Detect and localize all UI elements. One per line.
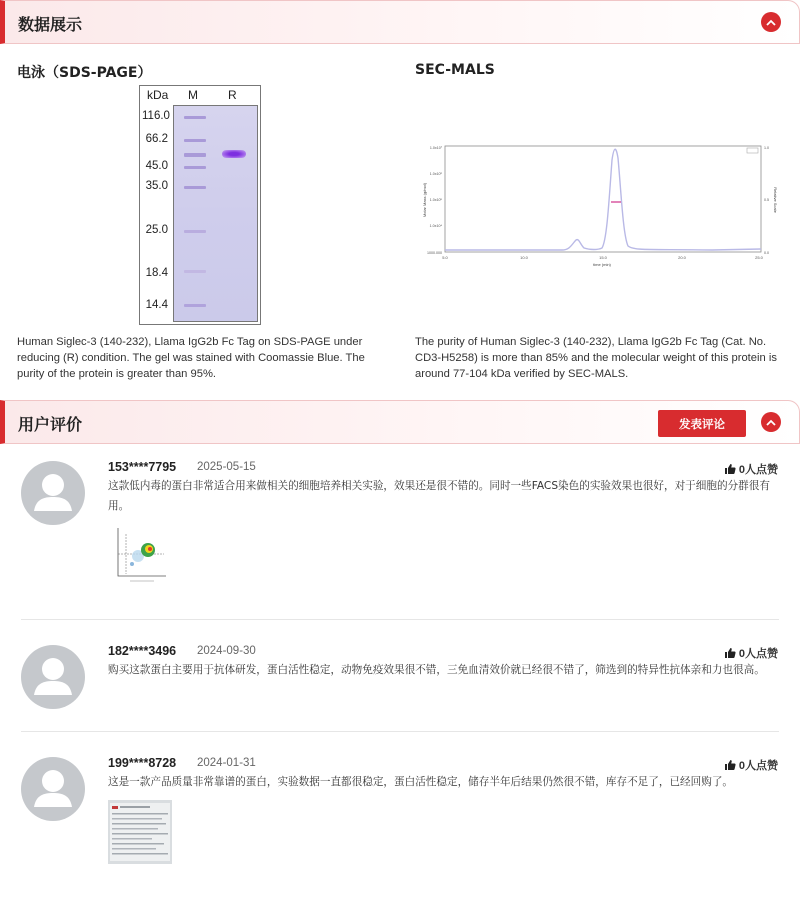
x-tick-label: 5.0 — [442, 255, 448, 260]
user-icon — [21, 461, 85, 525]
y-axis-title: Molar Mass (g/mol) — [422, 182, 427, 218]
marker-label: 18.4 — [145, 267, 168, 279]
thumbs-up-icon — [724, 759, 736, 771]
review-item — [0, 452, 800, 622]
ladder-band — [184, 153, 206, 157]
like-button[interactable] — [724, 461, 778, 477]
marker-label: 45.0 — [145, 160, 168, 172]
thumbs-up-icon — [724, 463, 736, 475]
likes-count: 0人点赞 — [738, 648, 778, 660]
lane-header-reduced: R — [228, 88, 237, 102]
chevron-up-icon — [766, 19, 776, 26]
y2-tick-label: 0.5 — [764, 198, 769, 202]
ladder-band — [184, 270, 206, 273]
x-tick-label: 25.0 — [755, 255, 763, 260]
data-section-header — [0, 0, 800, 44]
y2-axis-title: Relative Scale — [773, 187, 778, 213]
avatar — [21, 461, 85, 525]
y-tick-label: 1000.000 — [427, 251, 442, 255]
reviewer-id: 199****8728 — [108, 756, 177, 770]
ladder-band — [184, 116, 206, 119]
collapse-reviews-button[interactable] — [761, 412, 781, 432]
y-tick-label: 1.0x10⁴ — [429, 224, 442, 228]
like-button[interactable] — [724, 757, 778, 773]
ladder-band — [184, 166, 206, 169]
section-title: 用户评价 — [18, 415, 83, 434]
ladder-band — [184, 186, 206, 189]
section-title: 数据展示 — [18, 15, 83, 34]
likes-count: 0人点赞 — [738, 760, 778, 772]
reviewer-id: 153****7795 — [108, 460, 177, 474]
review-attachment-image[interactable] — [108, 524, 168, 586]
post-review-button[interactable]: 发表评论 — [658, 410, 746, 437]
x-tick-label: 15.0 — [599, 255, 607, 260]
marker-label: 14.4 — [145, 299, 168, 311]
review-item — [0, 636, 800, 731]
review-text: 这款低内毒的蛋白非常适合用来做相关的细胞培养相关实验，效果还是很不错的。同时一些FACS染色的实验效果也很好，对于细胞的分群很有用。 — [108, 480, 770, 512]
y-tick-label: 1.0x10⁷ — [429, 146, 442, 150]
review-text: 购买这款蛋白主要用于抗体研发，蛋白活性稳定，动物免疫效果很不错，三免血清效价就已经很不错了，筛选到的特异性抗体亲和力也很高。 — [108, 664, 765, 676]
lane-header-marker: M — [188, 88, 198, 102]
chevron-up-icon — [766, 419, 776, 426]
y-tick-label: 1.0x10⁶ — [429, 172, 442, 176]
gel-lanes — [173, 105, 258, 322]
sds-page-title: 电泳（SDS-PAGE） — [17, 65, 152, 81]
review-attachment-image[interactable] — [108, 800, 172, 864]
review-date: 2024-01-31 — [197, 757, 256, 769]
sec-mals-chart — [412, 140, 782, 270]
review-divider — [21, 731, 779, 732]
marker-label: 116.0 — [142, 110, 170, 122]
lane-header-kda: kDa — [147, 88, 169, 102]
marker-label: 66.2 — [145, 133, 168, 145]
review-divider — [21, 619, 779, 620]
review-date: 2025-05-15 — [197, 461, 256, 473]
thumbs-up-icon — [724, 647, 736, 659]
sds-caption: Human Siglec-3 (140-232), Llama IgG2b Fc Tag on SDS-PAGE under reducing (R) condition. The gel was stained with Coomassie Blue. The purity of the protein is greater than 95%. — [17, 336, 365, 380]
y-tick-label: 1.0x10⁵ — [429, 198, 442, 202]
ladder-band — [184, 304, 206, 307]
review-text: 这是一款产品质量非常靠谱的蛋白，实验数据一直都很稳定，蛋白活性稳定，储存半年后结果仍然很不错，库存不足了，已经回购了。 — [108, 776, 734, 788]
like-button[interactable] — [724, 645, 778, 661]
x-tick-label: 20.0 — [678, 255, 686, 260]
x-axis-title: time (min) — [593, 262, 611, 267]
user-icon — [21, 757, 85, 821]
ladder-band — [184, 139, 206, 142]
review-date: 2024-09-30 — [197, 645, 256, 657]
marker-label: 25.0 — [145, 224, 168, 236]
reviews-section-header — [0, 400, 800, 444]
likes-count: 0人点赞 — [738, 464, 778, 476]
y2-tick-label: 1.0 — [764, 146, 769, 150]
avatar — [21, 757, 85, 821]
y2-tick-label: 0.0 — [764, 251, 769, 255]
ladder-band — [184, 230, 206, 233]
review-item — [0, 748, 800, 898]
sec-mals-caption: The purity of Human Siglec-3 (140-232), Llama IgG2b Fc Tag (Cat. No. CD3-H5258) is more than 85% and the molecular weight of this protein is around 77-104 kDa verified by SEC-MALS. — [415, 336, 777, 380]
avatar — [21, 645, 85, 709]
sds-gel-image — [139, 85, 261, 325]
user-icon — [21, 645, 85, 709]
collapse-data-button[interactable] — [761, 12, 781, 32]
x-tick-label: 10.0 — [520, 255, 528, 260]
marker-label: 35.0 — [145, 180, 168, 192]
sec-mals-title: SEC-MALS — [415, 62, 495, 78]
sample-band — [222, 150, 246, 158]
reviewer-id: 182****3496 — [108, 644, 177, 658]
